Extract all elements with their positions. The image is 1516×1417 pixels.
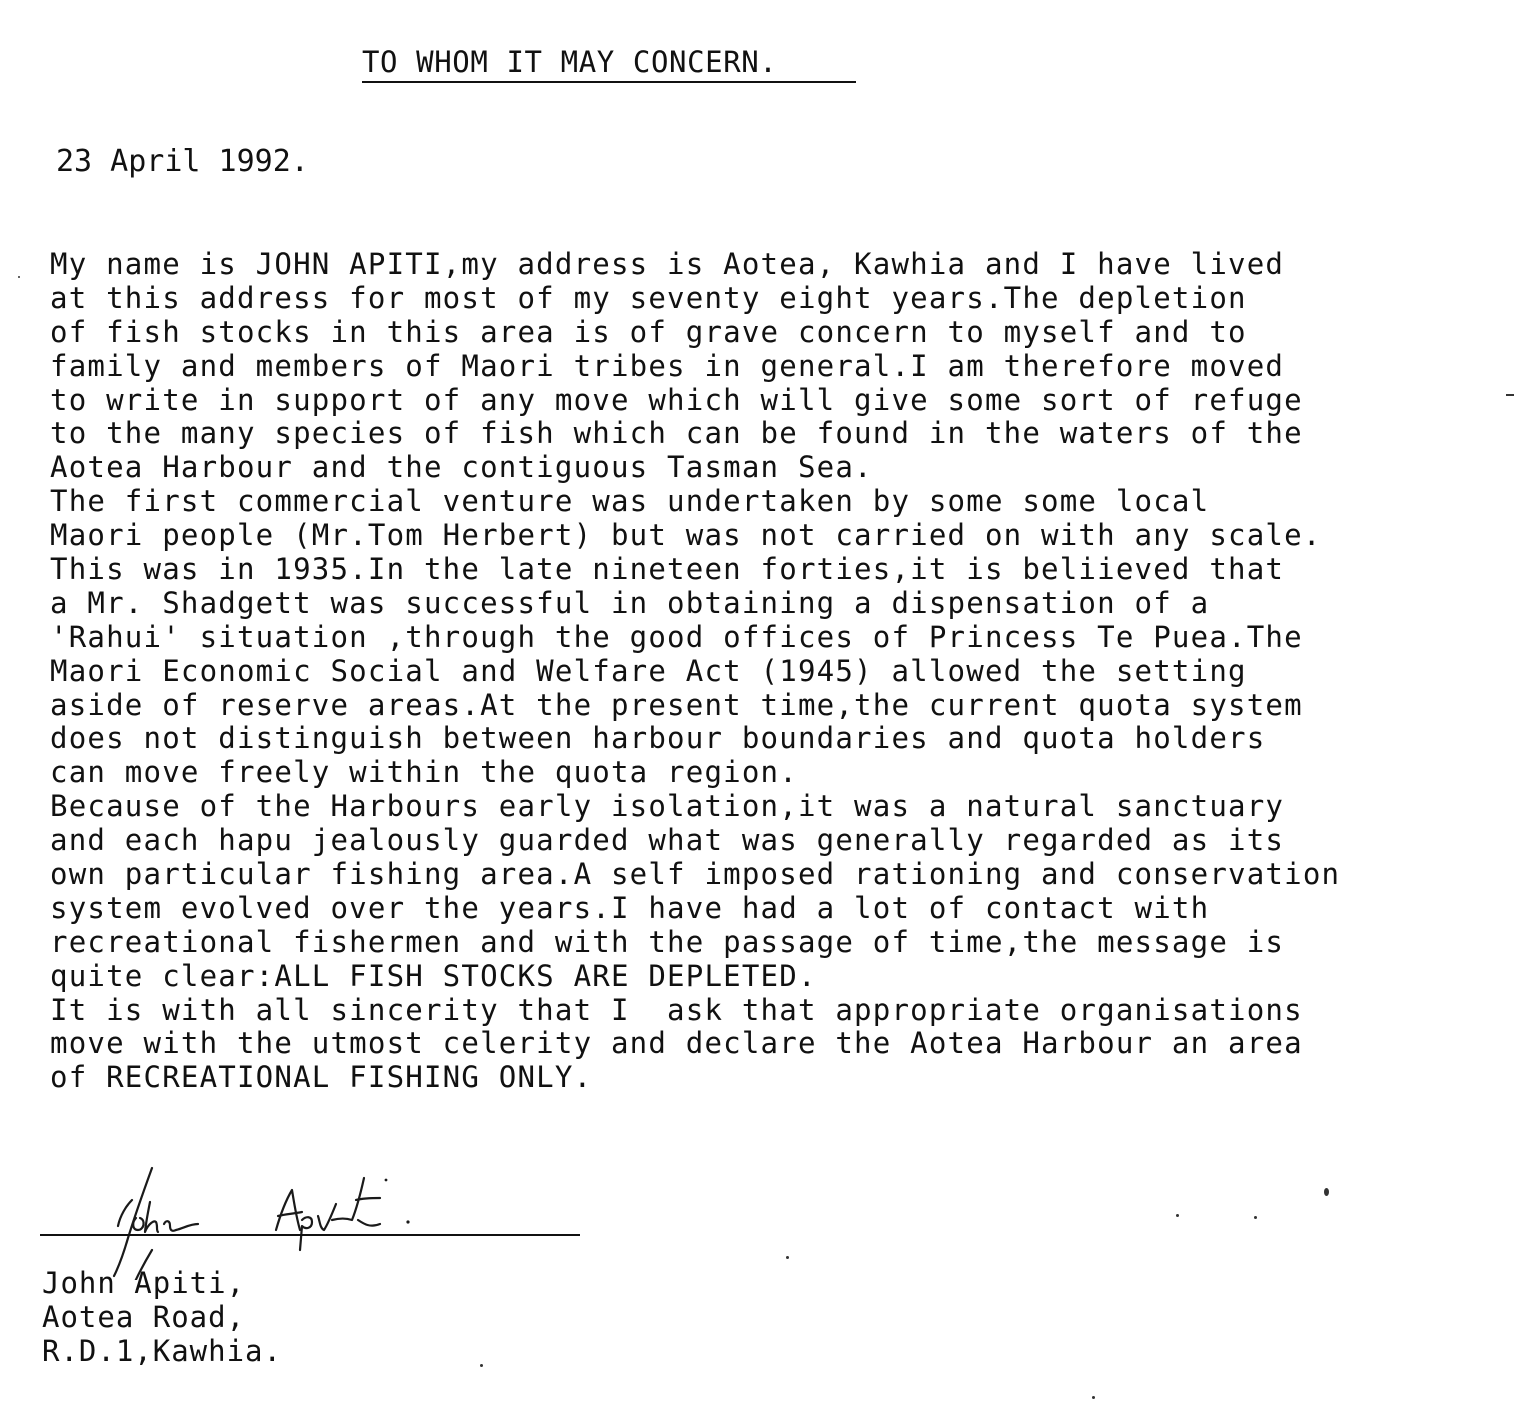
signatory-address [42, 1266, 282, 1368]
body-line: The first commercial venture was undertaken by some some local [50, 484, 1210, 519]
body-line: recreational fishermen and with the passage of time,the message is [50, 924, 1285, 959]
address-line: John Apiti, [42, 1266, 246, 1300]
body-line: to the many species of fish which can be found in the waters of the [50, 416, 1303, 451]
body-line: aside of reserve areas.At the present time,the current quota system [50, 687, 1303, 722]
body-line: own particular fishing area.A self imposed rationing and conservation [50, 857, 1341, 892]
body-line: This was in 1935.In the late nineteen forties,it is beliieved that [50, 552, 1285, 587]
body-line: family and members of Maori tribes in general.I am therefore moved [50, 348, 1285, 383]
body-line: Maori Economic Social and Welfare Act (1945) allowed the setting [50, 653, 1247, 688]
scan-speck [1324, 1188, 1329, 1196]
body-line: Because of the Harbours early isolation,it was a natural sanctuary [50, 789, 1285, 824]
body-line: can move freely within the quota region. [50, 755, 798, 790]
letter-date: 23 April 1992. [56, 144, 309, 179]
body-line: system evolved over the years.I have had a lot of contact with [50, 890, 1210, 925]
body-line: a Mr. Shadgett was successful in obtaining a dispensation of a [50, 585, 1210, 620]
document-heading: TO WHOM IT MAY CONCERN. [362, 45, 778, 79]
body-line: My name is JOHN APITI,my address is Aotea, Kawhia and I have lived [50, 247, 1285, 281]
body-line: at this address for most of my seventy eight years.The depletion [50, 280, 1247, 315]
scan-speck [786, 1256, 789, 1259]
scan-speck [1506, 394, 1514, 396]
body-line: Aotea Harbour and the contiguous Tasman Sea. [50, 450, 873, 485]
body-line: does not distinguish between harbour boundaries and quota holders [50, 721, 1266, 756]
body-line: quite clear:ALL FISH STOCKS ARE DEPLETED. [50, 958, 817, 993]
scan-speck [1176, 1214, 1179, 1217]
body-line: and each hapu jealously guarded what was generally regarded as its [50, 823, 1285, 858]
body-line: move with the utmost celerity and declare the Aotea Harbour an area [50, 1026, 1303, 1061]
scan-speck [1092, 1396, 1095, 1399]
scan-speck [1254, 1216, 1257, 1219]
scan-speck [480, 1364, 483, 1367]
signature-line [40, 1234, 580, 1236]
scan-speck [18, 276, 20, 278]
body-line: to write in support of any move which will give some sort of refuge [50, 382, 1303, 417]
handwritten-signature [40, 1160, 600, 1280]
letter-body [50, 248, 1500, 1095]
body-line: Maori people (Mr.Tom Herbert) but was not carried on with any scale. [50, 518, 1322, 553]
body-line: 'Rahui' situation ,through the good offices of Princess Te Puea.The [50, 619, 1303, 654]
heading-underline [362, 81, 856, 83]
body-line: of RECREATIONAL FISHING ONLY. [50, 1060, 593, 1095]
address-line: Aotea Road, [42, 1300, 246, 1334]
body-line: of fish stocks in this area is of grave concern to myself and to [50, 314, 1247, 349]
body-line: It is with all sincerity that I ask that appropriate organisations [50, 992, 1303, 1027]
address-line: R.D.1,Kawhia. [42, 1334, 282, 1368]
